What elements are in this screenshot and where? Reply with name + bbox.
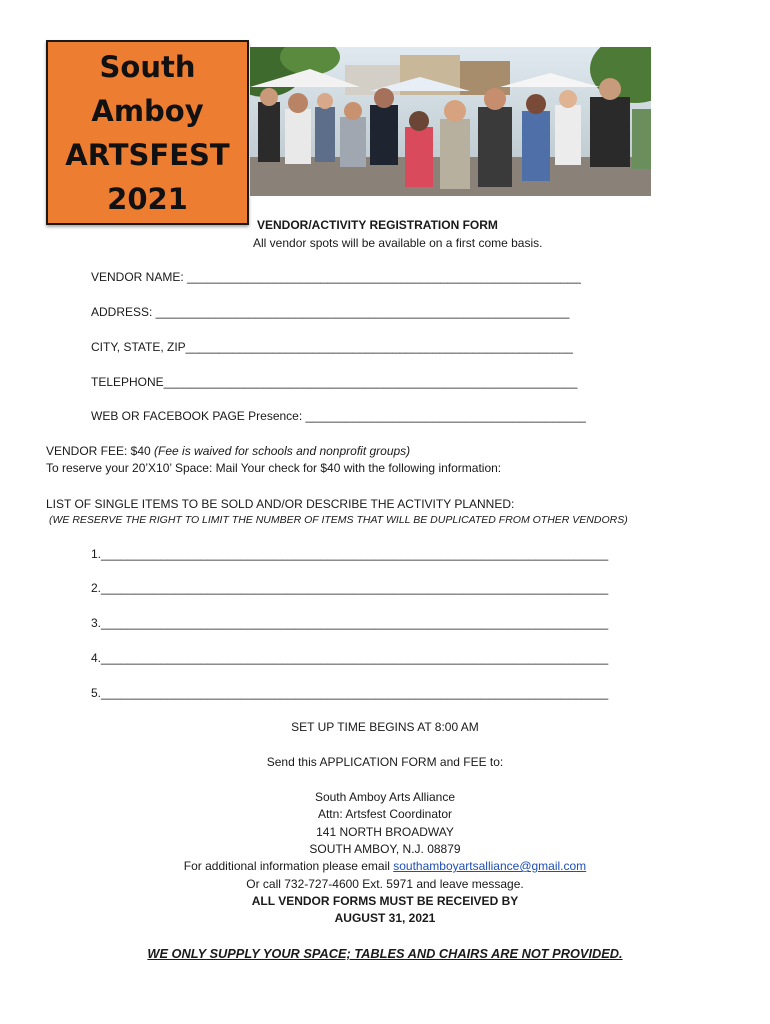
telephone-field[interactable]: TELEPHONE______________________________________________________________ <box>91 375 578 389</box>
item-line-4[interactable]: 4.____________________________________________________________________________ <box>91 651 609 665</box>
web-facebook-field[interactable]: WEB OR FACEBOOK PAGE Presence: __________________________________________ <box>91 409 586 423</box>
attn-line: Attn: Artsfest Coordinator <box>317 807 453 821</box>
vendor-fee <box>46 444 410 458</box>
address-field[interactable]: ADDRESS: ______________________________________________________________ <box>91 305 570 319</box>
org-name: South Amboy Arts Alliance <box>314 790 456 804</box>
item-line-3[interactable]: 3.____________________________________________________________________________ <box>91 616 609 630</box>
item-line-5[interactable]: 5.____________________________________________________________________________ <box>91 686 609 700</box>
city-address: SOUTH AMBOY, N.J. 08879 <box>309 842 461 856</box>
email-link[interactable]: southamboyartsalliance@gmail.com <box>393 859 587 873</box>
send-instructions: Send this APPLICATION FORM and FEE to: <box>266 755 504 769</box>
item-line-1[interactable]: 1.____________________________________________________________________________ <box>91 547 609 561</box>
title-line-2: Amboy <box>91 93 204 128</box>
setup-time: SET UP TIME BEGINS AT 8:00 AM <box>291 720 479 734</box>
street-address: 141 NORTH BROADWAY <box>316 825 454 839</box>
email-line <box>0 859 770 873</box>
form-heading: VENDOR/ACTIVITY REGISTRATION FORM <box>257 218 498 232</box>
phone-line: Or call 732-727-4600 Ext. 5971 and leave message. <box>246 877 524 891</box>
title-line-1: South <box>99 49 196 84</box>
item-line-2[interactable]: 2.____________________________________________________________________________ <box>91 581 609 595</box>
vendor-fee-note: (Fee is waived for schools and nonprofit groups) <box>154 444 411 458</box>
items-note: (WE RESERVE THE RIGHT TO LIMIT THE NUMBER OF ITEMS THAT WILL BE DUPLICATED FROM OTHER VENDORS) <box>49 514 628 526</box>
deadline-line-1: ALL VENDOR FORMS MUST BE RECEIVED BY <box>251 894 519 908</box>
final-notice: WE ONLY SUPPLY YOUR SPACE; TABLES AND CHAIRS ARE NOT PROVIDED. <box>147 946 623 961</box>
vendor-fee-label: VENDOR FEE: $40 <box>46 444 155 458</box>
title-line-3: ARTSFEST <box>65 137 230 172</box>
event-title-box <box>46 40 249 225</box>
email-prefix: For additional information please email <box>183 859 394 873</box>
title-line-4: 2021 <box>107 181 188 216</box>
items-heading: LIST OF SINGLE ITEMS TO BE SOLD AND/OR DESCRIBE THE ACTIVITY PLANNED: <box>46 497 515 511</box>
deadline-line-2: AUGUST 31, 2021 <box>334 911 436 925</box>
festival-crowd-photo <box>250 47 651 196</box>
vendor-name-field[interactable]: VENDOR NAME: ___________________________________________________________ <box>91 270 581 284</box>
form-subheading: All vendor spots will be available on a first come basis. <box>253 236 543 250</box>
reserve-instructions: To reserve your 20’X10’ Space: Mail Your check for $40 with the following information: <box>46 461 502 475</box>
city-state-zip-field[interactable]: CITY, STATE, ZIP__________________________________________________________ <box>91 340 573 354</box>
